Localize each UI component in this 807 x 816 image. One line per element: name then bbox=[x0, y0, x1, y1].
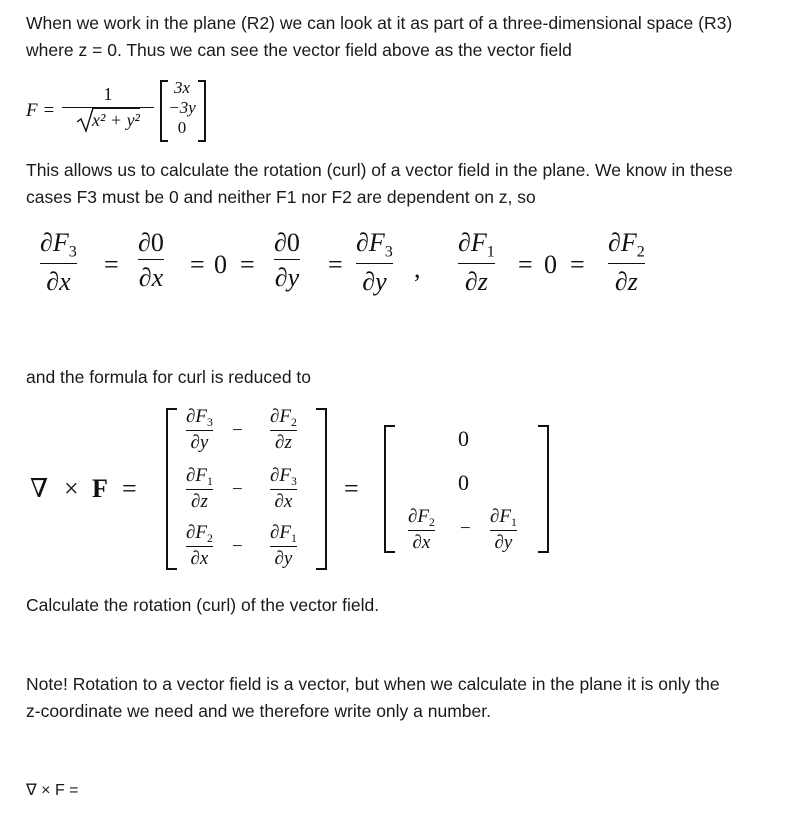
result-zero-1: 0 bbox=[458, 426, 469, 451]
answer-label: ∇ × F = bbox=[26, 782, 79, 799]
result-dF2-dx: $\partial F_2$ ∂x bbox=[408, 506, 435, 554]
intro-line-2: where z = 0. Thus we can see the vector field above as the vector field bbox=[26, 40, 572, 60]
row3-dF1-dy: $\partial F_1$ ∂y bbox=[270, 522, 297, 570]
row1-dF3-dy: $\partial F_3$ ∂y bbox=[186, 406, 213, 454]
sqrt-icon bbox=[76, 107, 96, 133]
coef-denominator: x² + y² bbox=[76, 110, 140, 131]
note-line-2: z-coordinate we need and we therefore write only a number. bbox=[26, 701, 491, 721]
equals-sign: = bbox=[328, 250, 343, 279]
component-1: 3x bbox=[173, 78, 191, 97]
dF3-dx: $\partial F_3$ ∂x bbox=[40, 228, 77, 296]
row2-dF3-dx: $\partial F_3$ ∂x bbox=[270, 465, 297, 513]
result-dF1-dy: $\partial F_1$ ∂y bbox=[490, 506, 517, 554]
result-right-bracket bbox=[538, 425, 549, 553]
field-lhs: F = bbox=[26, 100, 56, 121]
result-left-bracket bbox=[384, 425, 395, 553]
intro-line-1: When we work in the plane (R2) we can look at it as part of a three-dimensional space (R3) bbox=[26, 13, 733, 33]
curl-left-bracket bbox=[166, 408, 177, 570]
dF2-dz: $\partial F_2$ ∂z bbox=[608, 228, 645, 296]
reduced-text: and the formula for curl is reduced to bbox=[26, 367, 312, 387]
d0-dy: ∂0 ∂y bbox=[274, 228, 300, 292]
rotation-line-1: This allows us to calculate the rotation (curl) of a vector field in the plane. We know in these bbox=[26, 160, 733, 180]
component-3: 0 bbox=[177, 118, 187, 137]
dF3-dy: $\partial F_3$ ∂y bbox=[356, 228, 393, 296]
row3-dF2-dx: $\partial F_2$ ∂x bbox=[186, 522, 213, 570]
row1-dF2-dz: $\partial F_2$ ∂z bbox=[270, 406, 297, 454]
rotation-line-2: cases F3 must be 0 and neither F1 nor F2 are dependent on z, so bbox=[26, 187, 536, 207]
result-zero-2: 0 bbox=[458, 470, 469, 495]
field-coefficient bbox=[62, 84, 154, 131]
d0-dx: ∂0 ∂x bbox=[138, 228, 164, 292]
minus-sign: − bbox=[232, 420, 243, 441]
equals-sign: = bbox=[104, 250, 119, 279]
equals-sign: = bbox=[518, 250, 533, 279]
curl-right-bracket bbox=[316, 408, 327, 570]
dF1-dz: $\partial F_1$ ∂z bbox=[458, 228, 495, 296]
field-right-bracket bbox=[198, 80, 206, 142]
comma: , bbox=[414, 254, 421, 283]
times-symbol: × bbox=[64, 474, 79, 503]
question-text: Calculate the rotation (curl) of the vector field. bbox=[26, 595, 380, 615]
minus-sign: − bbox=[232, 536, 243, 557]
row2-dF1-dz: $\partial F_1$ ∂z bbox=[186, 465, 213, 513]
coef-numerator: 1 bbox=[103, 84, 113, 104]
equals-sign: = bbox=[190, 250, 205, 279]
equals-sign: = bbox=[344, 474, 359, 503]
zero-value: 0 bbox=[214, 250, 227, 279]
equals-sign: = bbox=[570, 250, 585, 279]
equals-sign: = bbox=[122, 474, 137, 503]
note-line-1: Note! Rotation to a vector field is a vector, but when we calculate in the plane it is only the bbox=[26, 674, 720, 694]
equals-sign: = bbox=[240, 250, 255, 279]
component-2: −3y bbox=[168, 98, 196, 117]
field-components bbox=[166, 78, 198, 138]
nabla-icon: ∇ bbox=[30, 474, 49, 503]
zero-value: 0 bbox=[544, 250, 557, 279]
minus-sign: − bbox=[460, 518, 471, 539]
F-bold: F bbox=[92, 474, 108, 503]
minus-sign: − bbox=[232, 479, 243, 500]
